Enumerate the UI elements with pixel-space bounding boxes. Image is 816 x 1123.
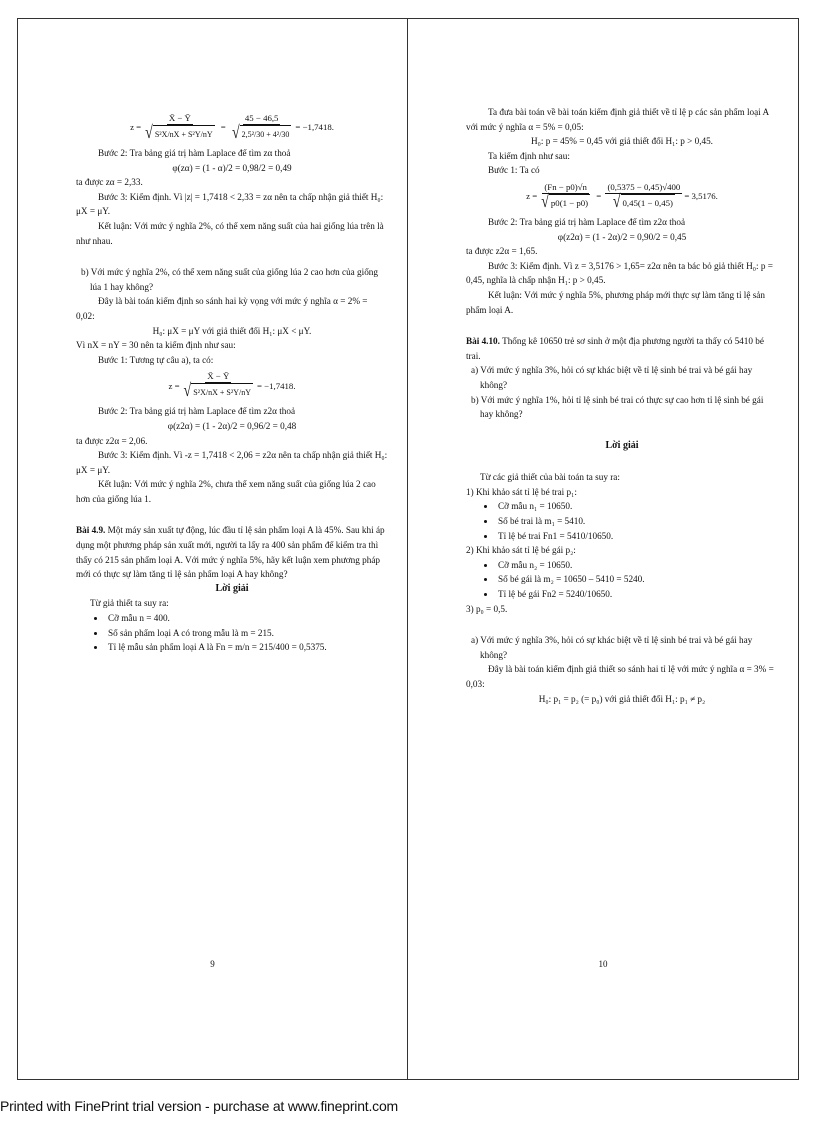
question-a-repeat: a) Với mức ý nghĩa 3%, hỏi có sự khác biệt về tỉ lệ sinh bé trai và bé gái hay không? — [471, 635, 753, 660]
question-a: a) Với mức ý nghĩa 3%, hỏi có sự khác biệt về tỉ lệ sinh bé trai và bé gái hay không? — [471, 365, 753, 390]
conclusion-b: Kết luận: Với mức ý nghĩa 2%, chưa thể xem năng suất của giống lúa 2 cao hơn của giống lúa 1. — [76, 479, 376, 504]
sqrt-icon: √ — [183, 381, 192, 402]
fraction-numerator: X̄ − Ȳ — [207, 371, 230, 382]
sqrt-body: 0,45(1 − 0,45) — [621, 194, 675, 212]
exercise-4-9 — [76, 523, 388, 581]
phi-equation: φ(zα) = (1 - α)/2 = 0,98/2 = 0,49 — [172, 162, 292, 173]
sqrt-body: p0(1 − p0) — [549, 194, 590, 212]
step1-text: Bước 1: Ta có — [488, 165, 540, 176]
conclusion-a: Kết luận: Với mức ý nghĩa 2%, có thể xem năng suất của hai giống lúa trên là như nhau. — [76, 220, 384, 246]
list-item: • Cỡ mẫu n = 400. — [106, 611, 388, 626]
sqrt-body: S²X/nX + S²Y/nY — [153, 125, 215, 143]
page-left-content — [76, 109, 388, 655]
sqrt-icon: √ — [612, 192, 621, 213]
fraction-denominator — [230, 125, 293, 143]
fraction — [539, 181, 592, 212]
step2-text-b: Bước 2: Tra bảng giá trị hàm Laplace để tìm z2α thoả — [98, 406, 296, 417]
problem-statement-a: Đây là bài toán kiểm định giả thiết so sánh hai tỉ lệ với mức ý nghĩa α = 3% = 0,03: — [466, 664, 774, 689]
step1-text: Bước 1: Tương tự câu a), ta có: — [98, 354, 214, 365]
girls-survey-heading: 2) Khi khảo sát tỉ lệ bé gái p₂: — [466, 545, 576, 556]
formula-z-proportion: z = (Fn − p0)√n √ p0(1 − p0) = (0,5375 − 0,45)√400 √ 0,45(1 − 0,45) = 3,5176. — [466, 181, 778, 212]
exercise-label: Bài 4.9. — [76, 525, 106, 536]
formula-lhs: z = — [526, 191, 538, 202]
phi-equation-b: φ(z2α) = (1 - 2α)/2 = 0,96/2 = 0,48 — [167, 420, 297, 431]
step3-text: Bước 3: Kiểm định. Vì z = 3,5176 > 1,65= z2α nên ta bác bỏ giả thiết H₀: p = 0,45, nghĩa là chấp nhận H₁: p > 0,45. — [466, 260, 773, 286]
page-number: 10 — [598, 959, 608, 969]
z2-alpha-value: ta được z2α = 1,65. — [466, 246, 538, 257]
sqrt-icon: √ — [541, 192, 549, 213]
fraction-numerator: X̄ − Ȳ — [168, 113, 191, 123]
p0-value: 3) p₀ = 0,5. — [466, 603, 508, 614]
problem-statement-b: Đây là bài toán kiểm định so sánh hai kỳ vọng với mức ý nghĩa α = 2% = 0,02: — [76, 296, 368, 321]
test-intro: Ta kiểm định như sau: — [488, 150, 570, 161]
phi-equation: φ(z2α) = (1 - 2α)/2 = 0,90/2 = 0,45 — [557, 231, 687, 242]
sqrt-icon: √ — [231, 123, 240, 144]
list-item: • Tỉ lệ bé gái Fn2 = 5240/10650. — [496, 587, 778, 602]
step2-text: Bước 2: Tra bảng giá trị hàm Laplace để tìm z2α thoả — [488, 216, 686, 227]
formula-result: = 3,5176. — [684, 191, 718, 202]
conclusion-4-9: Kết luận: Với mức ý nghĩa 5%, phương pháp mới thực sự làm tăng tỉ lệ sản phẩm loại A. — [466, 289, 765, 315]
given-list — [76, 611, 388, 655]
fraction-denominator — [143, 125, 216, 143]
hypothesis-4-10: H₀: p₁ = p₂ (= p₀) với giả thiết đối H₁: p₁ ≠ p₂ — [538, 693, 706, 704]
page-left — [17, 18, 408, 1080]
hypothesis-b: H₀: μX = μY với giả thiết đối H₁: μX < μY. — [152, 325, 312, 336]
sqrt-body: S²X/nX + S²Y/nY — [191, 383, 253, 401]
z-alpha-value: ta được zα = 2,33. — [76, 177, 143, 188]
exercise-4-10 — [466, 334, 778, 363]
formula-result: = −1,7418. — [257, 380, 296, 391]
exercise-label: Bài 4.10. — [466, 336, 500, 347]
reduction-text: Ta đưa bài toán về bài toán kiểm định giả thiết về tỉ lệ p các sản phẩm loại A với mức ý nghĩa α = 5% = 0,05: — [466, 107, 769, 132]
question-b: b) Với mức ý nghĩa 1%, hỏi tỉ lệ sinh bé trai có thực sự cao hơn tỉ lệ sinh bé gái hay không? — [471, 394, 764, 420]
fineprint-footer: Printed with FinePrint trial version - purchase at www.fineprint.com — [0, 1098, 399, 1114]
z2-alpha-value: ta được z2α = 2,06. — [76, 435, 148, 446]
question-b: b) Với mức ý nghĩa 2%, có thể xem năng suất của giống lúa 2 cao hơn của giống lúa 1 hay không? — [81, 267, 378, 292]
fraction-numerator: (0,5375 − 0,45)√400 — [607, 181, 681, 192]
hypothesis-4-9: H₀: p = 45% = 0,45 với giả thiết đối H₁: p > 0,45. — [531, 136, 713, 147]
girls-list — [466, 558, 778, 602]
fraction-values — [605, 181, 682, 212]
formula-lhs: z = — [168, 380, 180, 391]
solution-heading: Lời giải — [605, 439, 639, 451]
formula-result: = −1,7418. — [295, 122, 334, 133]
list-item: • Số sản phẩm loại A có trong mẫu là m = 215. — [106, 626, 388, 641]
exercise-text: Thống kê 10650 trẻ sơ sinh ở một địa phương người ta thấy có 5410 bé trai. — [466, 336, 764, 361]
fraction-denominator — [182, 383, 255, 401]
fraction-values — [230, 112, 293, 143]
sample-size-note: Vì nX = nY = 30 nên ta kiểm định như sau: — [76, 340, 236, 351]
page-right-content — [466, 105, 778, 706]
list-item: • Cỡ mẫu n₁ = 10650. — [496, 499, 778, 514]
list-item: • Tỉ lệ mẫu sản phẩm loại A là Fn = m/n = 215/400 = 0,5375. — [106, 640, 388, 655]
step3-text-b: Bước 3: Kiểm định. Vì -z = 1,7418 < 2,06 = z2α nên ta chấp nhận giả thiết H₀: μX = μY. — [76, 450, 388, 475]
formula-z-b — [76, 370, 388, 401]
page-number: 9 — [210, 959, 215, 969]
fraction-numerator: (Fn − p0)√n — [544, 181, 587, 192]
list-item: • Số bé trai là m₁ = 5410. — [496, 514, 778, 529]
step2-text: Bước 2: Tra bảng giá trị hàm Laplace để tìm zα thoả — [98, 148, 291, 158]
fraction-denominator — [611, 194, 677, 212]
page-right — [407, 18, 799, 1080]
boys-list — [466, 499, 778, 543]
exercise-text: Một máy sản xuất tự động, lúc đầu tỉ lệ sản phẩm loại A là 45%. Sau khi áp dụng một phương pháp sản xuất mới, người ta lấy ra 400 sản phẩm để kiểm tra thì thấy có 215 sản phẩm loại A. Với mức ý nghĩa 5%, hãy kết luận xem phương pháp mới có thực sự làm tăng tỉ lệ sản phẩm loại A hay không? — [76, 525, 385, 580]
formula-lhs: z = — [130, 122, 142, 133]
step3-text: Bước 3: Kiểm định. Vì |z| = 1,7418 < 2,33 = zα nên ta chấp nhận giả thiết H₀: μX = μY. — [76, 191, 384, 217]
list-item: • Số bé gái là m₂ = 10650 – 5410 = 5240. — [496, 572, 778, 587]
solution-heading: Lời giải — [215, 582, 249, 594]
boys-survey-heading: 1) Khi khảo sát tỉ lệ bé trai p₁: — [466, 486, 577, 497]
given-text: Từ giả thiết ta suy ra: — [90, 598, 169, 609]
list-item: • Cỡ mẫu n₂ = 10650. — [496, 558, 778, 573]
fraction-denominator — [539, 194, 592, 212]
fraction — [182, 370, 255, 401]
given-text: Từ các giả thiết của bài toán ta suy ra: — [480, 472, 620, 483]
fraction — [143, 112, 216, 143]
sqrt-icon: √ — [145, 123, 153, 144]
formula-z-a: z = X̄ − Ȳ √ S²X/nX + S²Y/nY = 45 − 46,5 √ 2,5²/30 + 4²/30 = −1,7418. — [76, 112, 388, 143]
sqrt-body: 2,5²/30 + 4²/30 — [240, 125, 292, 143]
fraction-numerator: 45 − 46,5 — [244, 113, 279, 123]
list-item: • Tỉ lệ bé trai Fn1 = 5410/10650. — [496, 529, 778, 544]
